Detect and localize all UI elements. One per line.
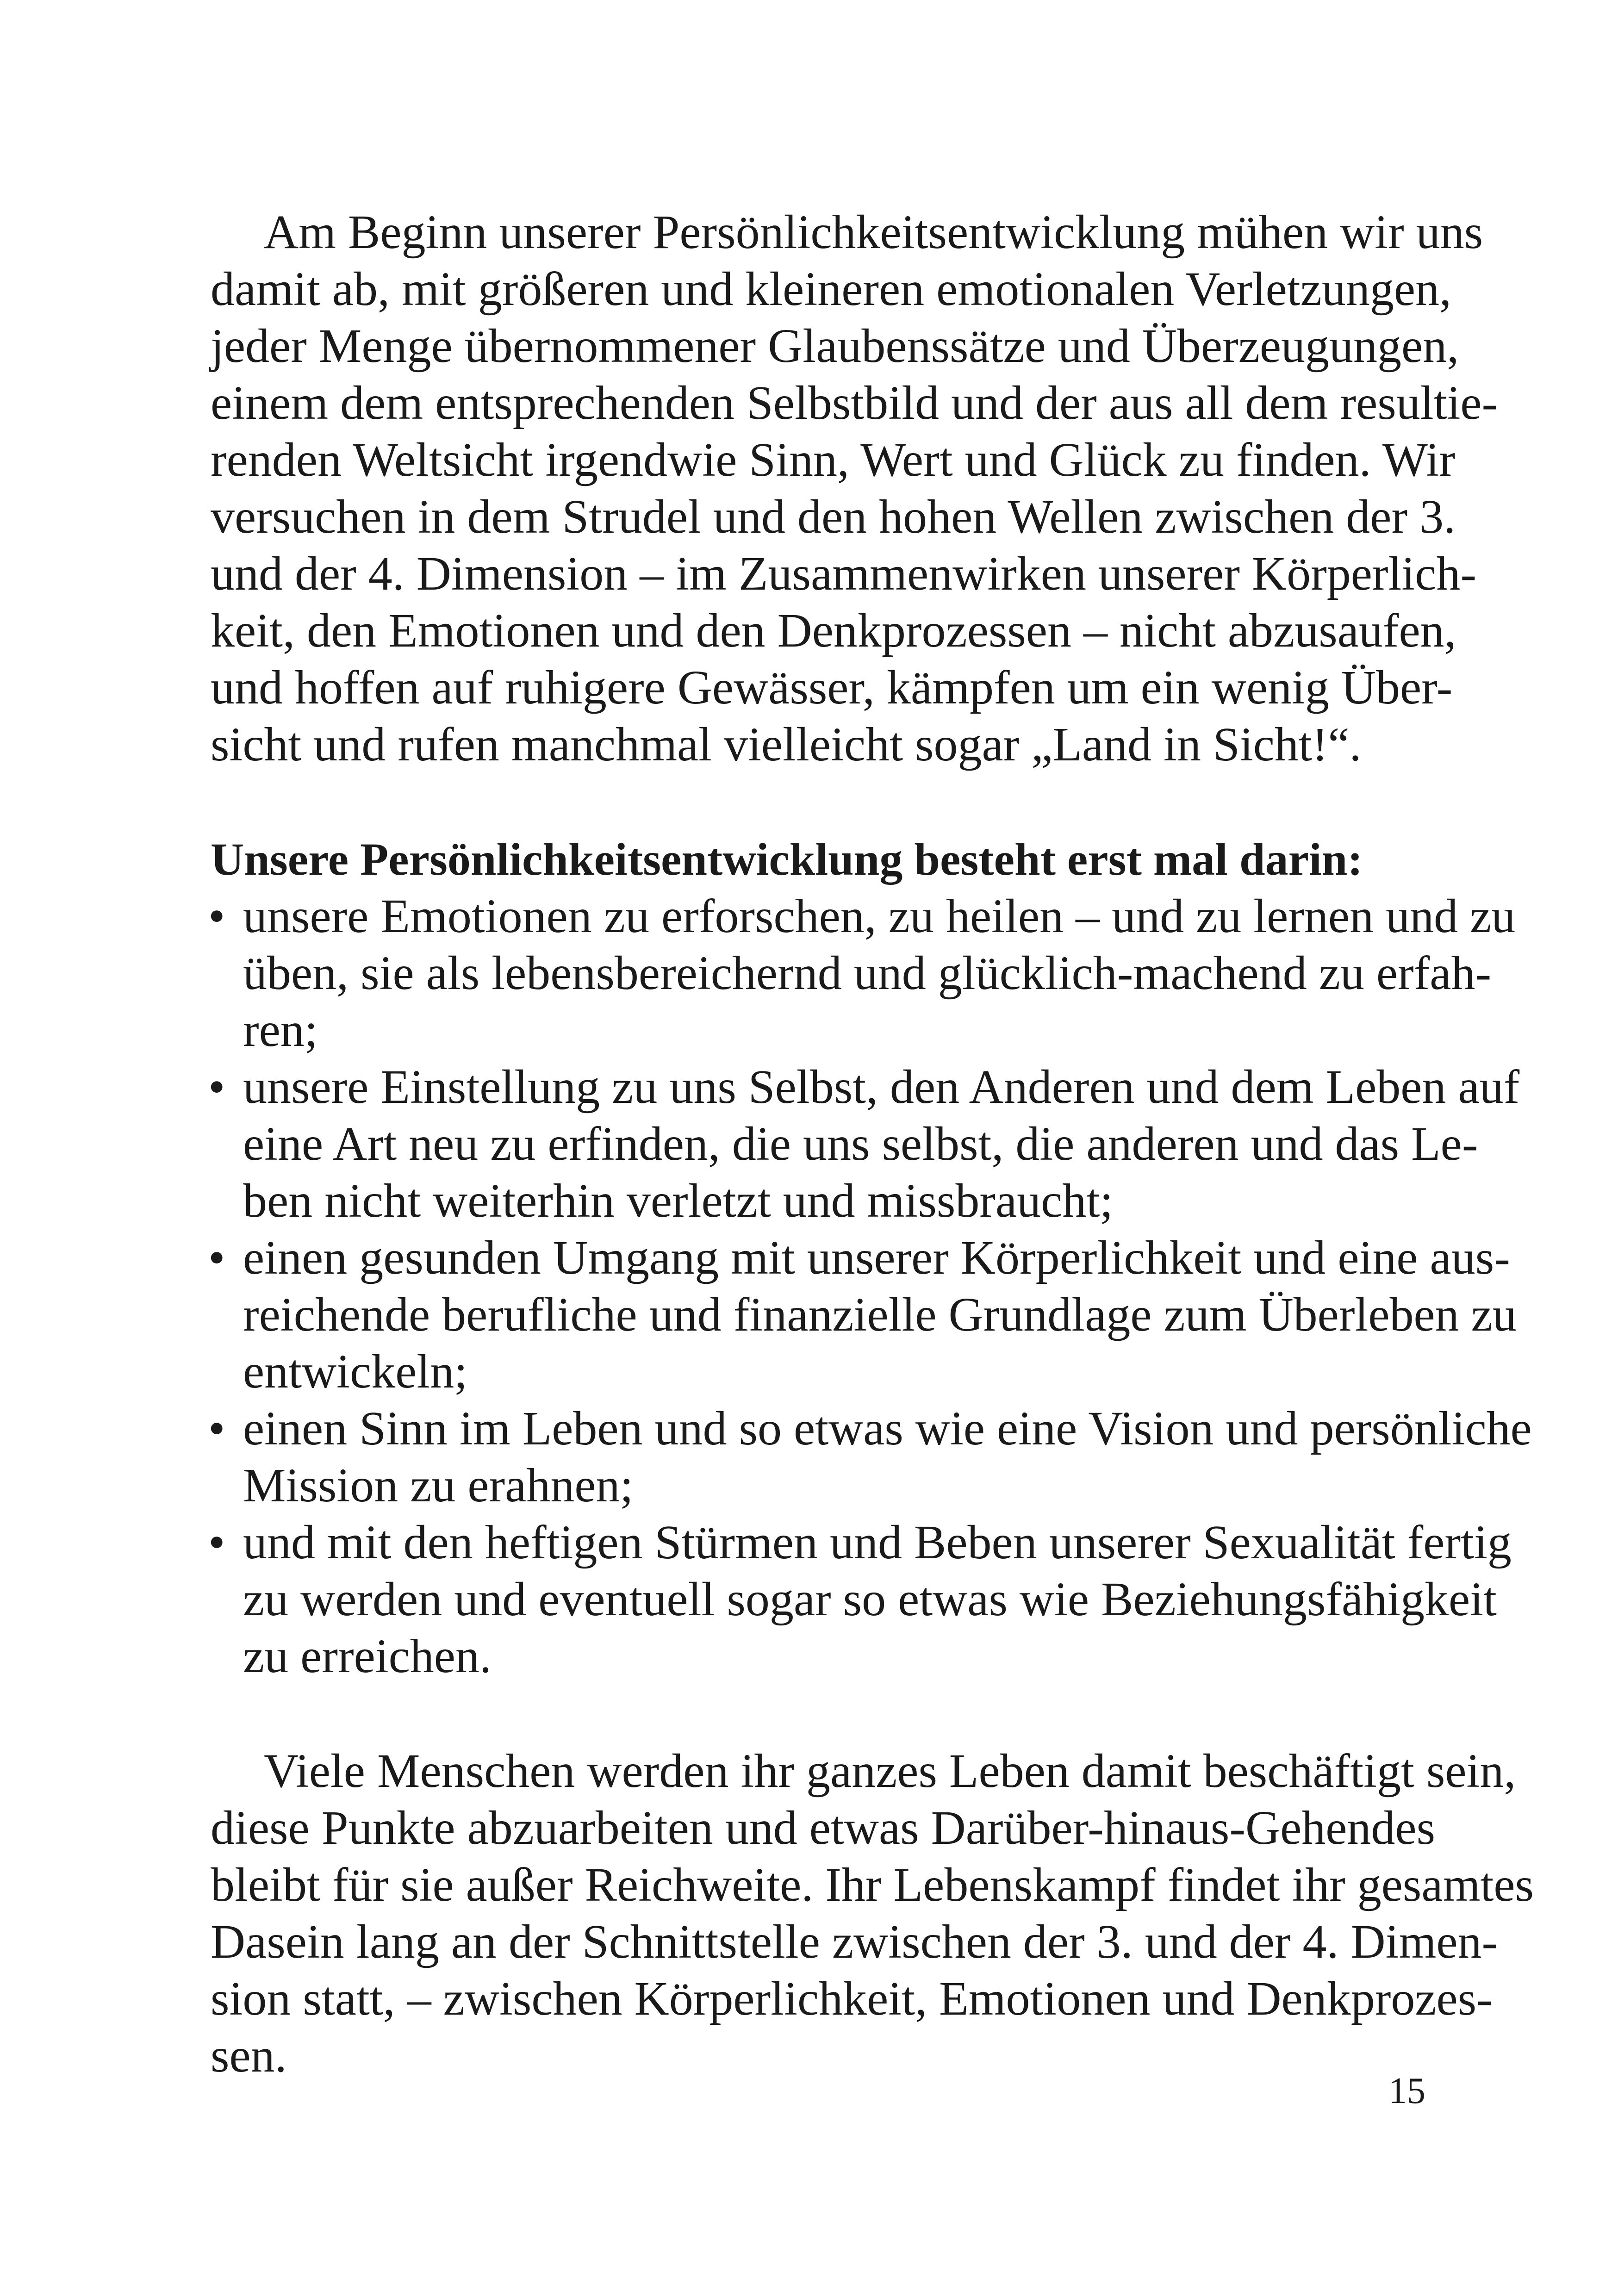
text-line: reichende berufliche und finanzielle Grundlage zum Überleben zu (243, 1288, 1517, 1341)
text-line: diese Punkte abzuarbeiten und etwas Darüber-hinaus-Gehendes (211, 1801, 1436, 1854)
paragraph-intro (211, 204, 1498, 773)
text-line: Dasein lang an der Schnittstelle zwischen der 3. und der 4. Dimen- (211, 1915, 1498, 1968)
text-line: renden Weltsicht irgendwie Sinn, Wert und Glück zu finden. Wir (211, 433, 1456, 486)
bullet-icon: • (208, 1060, 225, 1114)
list-item (208, 1229, 1517, 1400)
text-line: jeder Menge übernommener Glaubenssätze und Überzeugungen, (211, 319, 1459, 373)
text-line: zu werden und eventuell sogar so etwas wie Beziehungsfähigkeit (243, 1573, 1497, 1626)
list-item (208, 1058, 1520, 1229)
list-item (208, 1514, 1512, 1685)
paragraph-spacer (211, 1685, 1423, 1742)
bullet-list (208, 888, 1532, 1685)
text-line: und hoffen auf ruhigere Gewässer, kämpfen um ein wenig Über- (211, 661, 1453, 714)
paragraph-closing (211, 1742, 1534, 2084)
bullet-icon: • (208, 1402, 225, 1455)
text-line: sion statt, – zwischen Körperlichkeit, Emotionen und Denkprozes- (211, 1972, 1493, 2025)
text-line: einem dem entsprechenden Selbstbild und der aus all dem resultie- (211, 376, 1498, 429)
list-heading: Unsere Persönlichkeitsentwicklung besteht erst mal darin: (211, 834, 1363, 885)
text-line: sicht und rufen manchmal vielleicht sogar „Land in Sicht!“. (211, 718, 1362, 771)
bullet-icon: • (208, 1231, 225, 1284)
list-item (208, 888, 1516, 1058)
text-line: Am Beginn unserer Persönlichkeitsentwicklung mühen wir uns (264, 205, 1483, 259)
text-line: sen. (211, 2029, 287, 2082)
text-line: Mission zu erahnen; (243, 1459, 634, 1512)
page-number: 15 (1388, 2071, 1425, 2111)
text-line: eine Art neu zu erfinden, die uns selbst, die anderen und das Le- (243, 1117, 1478, 1170)
text-line: einen gesunden Umgang mit unserer Körperlichkeit und eine aus- (243, 1231, 1510, 1284)
text-line: damit ab, mit größeren und kleineren emotionalen Verletzungen, (211, 262, 1451, 316)
text-line: und der 4. Dimension – im Zusammenwirken unserer Körperlich- (211, 547, 1477, 600)
page-content (208, 204, 1534, 2084)
bullet-icon: • (208, 890, 225, 943)
text-line: unsere Emotionen zu erforschen, zu heilen – und zu lernen und zu (243, 890, 1516, 943)
paragraph-spacer (211, 773, 1423, 831)
text-line: üben, sie als lebensbereichernd und glücklich-machend zu erfah- (243, 946, 1492, 1000)
text-line: einen Sinn im Leben und so etwas wie eine Vision und persönliche (243, 1402, 1532, 1455)
text-line: bleibt für sie außer Reichweite. Ihr Lebenskampf findet ihr gesamtes (211, 1858, 1534, 1911)
list-item (208, 1400, 1532, 1514)
text-line: unsere Einstellung zu uns Selbst, den Anderen und dem Leben auf (243, 1060, 1520, 1114)
text-line: versuchen in dem Strudel und den hohen Wellen zwischen der 3. (211, 490, 1456, 543)
text-line: keit, den Emotionen und den Denkprozessen – nicht abzusaufen, (211, 604, 1456, 657)
text-line: Viele Menschen werden ihr ganzes Leben damit beschäftigt sein, (264, 1744, 1516, 1798)
text-line: entwickeln; (243, 1345, 468, 1398)
text-line: ben nicht weiterhin verletzt und missbraucht; (243, 1174, 1114, 1227)
text-line: ren; (243, 1003, 318, 1057)
text-line: zu erreichen. (243, 1630, 492, 1683)
text-line: und mit den heftigen Stürmen und Beben unserer Sexualität fertig (243, 1516, 1512, 1569)
bullet-icon: • (208, 1516, 225, 1569)
